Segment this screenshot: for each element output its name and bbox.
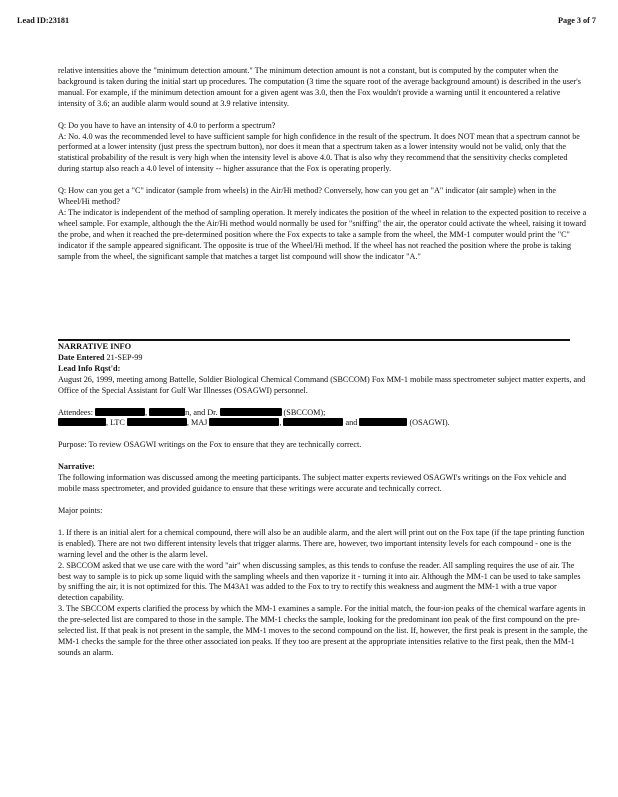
redaction-block bbox=[220, 408, 282, 416]
page-number: Page 3 of 7 bbox=[558, 16, 596, 25]
date-entered-value: 21-SEP-99 bbox=[106, 352, 143, 362]
lead-info-text: August 26, 1999, meeting among Battelle, Soldier Biological Chemical Command (SBCCOM) Fox MM-1 mobile mass spectrometer subject matter experts, and Office of the Special Assistant for Gulf War Illnesses (OSAGWI) personnel. bbox=[58, 374, 586, 395]
answer-1: A: No. 4.0 was the recommended level to have sufficient sample for high confidence in the result of the spectrum. It does NOT mean that a spectrum cannot be performed at a lower intensity (just press the spectrum button), nor does it mean that a spectrum taken as a lower intensity would not be valid, only that the statistical probability of the result is very high when the intensity level is above 4.0. That is also why they recommend that the sensitivity checks completed during startup also reach a 4.0 level of intensity -- higher assurance that the Fox is operating properly. bbox=[58, 131, 580, 174]
lead-id: Lead ID:23181 bbox=[17, 16, 70, 25]
list-item: 2. SBCCOM asked that we use care with the word "air" when discussing samples, as this tends to confuse the reader. All sampling requires the use of air. The best way to sample is to pick up some liquid with the sampling wheels and then vaporize it - turning it into air. Although the MM-1 can be used to take samples by sniffing the air, it is not optimized for this. The M43A1 was added to the Fox to try to rectify this weakness and augment the MM-1 with a true vapor detection capability. bbox=[58, 560, 581, 603]
attendees-label: Attendees: bbox=[58, 407, 94, 417]
narrative-label: Narrative: bbox=[58, 462, 95, 472]
major-points-label: Major points: bbox=[58, 505, 103, 515]
list-item: 1. If there is an initial alert for a chemical compound, there will also be an audible alarm, and the alert will print out on the Fox tape (if the tape printing function is enabled). There are not two different intensity levels that trigger alarms. There are, however, two important intensity levels for each compound - one is the warning level and the other is the alarm level. bbox=[58, 527, 585, 559]
redaction-block bbox=[283, 418, 343, 426]
attendee-maj: , MAJ bbox=[186, 418, 208, 428]
list-item: 3. The SBCCOM experts clarified the process by which the MM-1 examines a sample. For the initial match, the four-ion peaks of the chemical warfare agents in the pre-selected list are compared to those in the sample. The MM-1 checks the sample, looking for the predominant ion peak of the first compound on the pre-selected list. If that peak is not present in the sample, the MM-1 moves to the second compound on the list. If, however, the first peak is present in the sample, the MM-1 checks the sample for the three other associated ion peaks. If they too are present at the appropriate intensities relative to the first peak, then the MM-1 sounds an alarm. bbox=[58, 604, 588, 657]
narrative-title: NARRATIVE INFO bbox=[58, 342, 132, 351]
redaction-block bbox=[127, 418, 187, 426]
attendee-osagwi: (OSAGWI). bbox=[409, 418, 450, 428]
redaction-block bbox=[95, 408, 145, 416]
question-1: Q: Do you have to have an intensity of 4.0 to perform a spectrum? bbox=[58, 120, 276, 130]
attendees-line-2: , LTC , MAJ , and (OSAGWI). bbox=[58, 418, 588, 429]
section-divider bbox=[58, 339, 570, 341]
narrative-section bbox=[58, 342, 588, 659]
attendees-line-1: Attendees: , n, and Dr. (SBCCOM); bbox=[58, 407, 326, 417]
purpose-text: Purpose: To review OSAGWI writings on the Fox to ensure that they are technically correct. bbox=[58, 440, 362, 450]
question-2: Q: How can you get a "C" indicator (sample from wheels) in the Air/Hi method? Conversely, how can you get an "A" indicator (air sample) when in the Wheel/Hi method? bbox=[58, 186, 557, 207]
answer-2: A: The indicator is independent of the method of sampling operation. It merely indicates the position of the wheel in relation to the expected position to receive a wheel sample. For example, although the the Air/Hi method would normally be used for "sniffing" the air, the operator could activate the wheel, raising it toward the probe, and when it reached the pre-determined position where the Fox expects to take a sample from the wheel, the MM-1 computer would print the "C" indicator if the sample appeared significant. The opposite is true of the Wheel/Hi method. If the wheel has not reached the position where the probe is taking sample from the wheel, the significant sample that matches a target list compound will show the indicator "A." bbox=[58, 207, 587, 261]
narrative-text: The following information was discussed among the meeting participants. The subject matter experts reviewed OSAGWI's writings on the Fox vehicle and mobile mass spectrometer, and provided guidance to ensure that these writings were accurate and technically correct. bbox=[58, 473, 567, 494]
redaction-block bbox=[209, 418, 279, 426]
date-entered-label: Date Entered bbox=[58, 352, 105, 362]
lead-info-label: Lead Info Rqst'd: bbox=[58, 363, 121, 373]
redaction-block bbox=[359, 418, 407, 426]
redaction-block bbox=[58, 418, 106, 426]
redaction-block bbox=[149, 408, 185, 416]
attendee-dr-text: n, and Dr. bbox=[185, 407, 218, 417]
attendee-ltc: , LTC bbox=[106, 418, 125, 428]
qa-intro-paragraph: relative intensities above the "minimum detection amount." The minimum detection amount is not a constant, but is computed by the computer when the background is taken during the initial start up procedures. The computation (3 time the square root of the average background amount) is described in the user's manual. For example, if the minimum detection amount for a given agent was 3.0, then the Fox wouldn't provide a warning until it encountered a relative intensity of 3.6; an audible alarm would sound at 3.9 relative intensity. bbox=[58, 66, 581, 108]
attendee-sbccom: (SBCCOM); bbox=[283, 407, 326, 417]
document-body bbox=[58, 66, 588, 263]
